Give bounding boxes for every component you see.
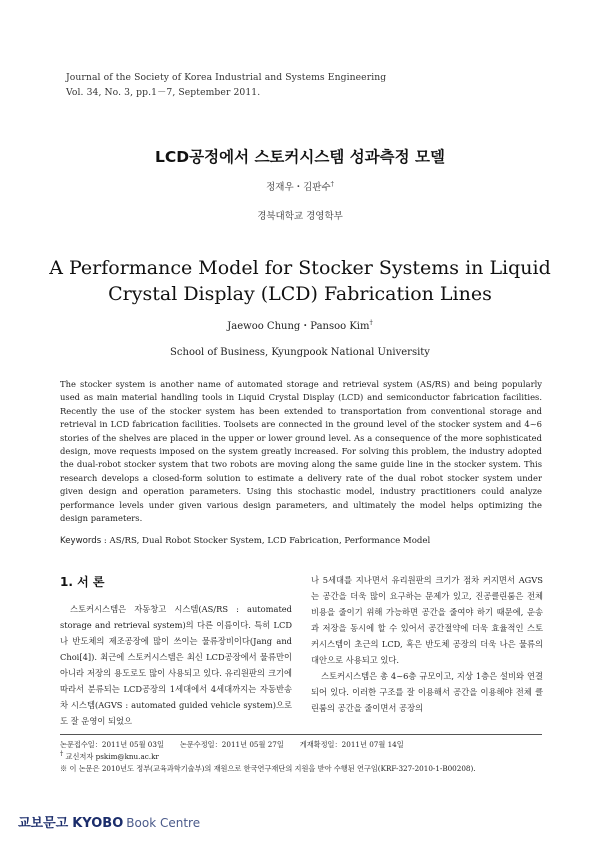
received-date: 논문접수일：2011년 05월 03일 [60,740,164,749]
body-column-right [311,572,543,716]
corresponding-email: pskim@knu.ac.kr [95,752,159,761]
body-paragraph: 나 5세대를 지나면서 유리원판의 크기가 점차 커지면서 AGVS는 공간을 더욱 많이 요구하는 문제가 있고, 진공클린룸은 전체비용을 줄이기 위해 가능하면 공간을 줄여야 하기 때문에, 운송과 저장을 동시에 할 수 있어서 공간절약에 더욱 효율적인 스토커시스템이 초근의 LCD, 혹은 반도체 공장의 더욱 나은 물류의 대안으로 사용되고 있다. [311,575,543,665]
korean-title: LCD공정에서 스토커시스템 성과측정 모델 [155,148,445,166]
english-affiliation: School of Business, Kyungpook National University [170,347,430,358]
korean-author-names: 정재우・김판수 [266,182,331,193]
corresponding-label: 교신저자 [65,752,94,761]
abstract-text: The stocker system is another name of automated storage and retrieval system (AS/RS) and being popularly used as main material handling tools in Liquid Crystal Display (LCD) and semiconductor fabrication facilities. Recently the use of the stocker system has been extended to transportation from conventional storage and retrieval in LCD fabrication facilities. Toolsets are connected in the ground level of the stocker system and 4~6 stories of the shelves are placed in the upper or lower ground level. As a consequence of the more sophisticated design, move requests imposed on the system greatly increased. For solving this problem, the industry adopted the dual-robot stocker system that two robots are moving along the same guide line in the stocker system. This research develops a closed-form solution to estimate a delivery rate of the dual robot stocker system under given design and operation parameters. Using this stochastic model, industry practitioners could analyze performance levels under given various design parameters, and ultimately the model helps optimizing the design parameters. [60,379,542,524]
keywords [60,536,542,546]
logo-english: KYOBO [72,816,124,831]
accepted-date: 게재확정일：2011년 07월 14일 [299,740,404,749]
journal-header [66,70,386,100]
section-heading-introduction: 1. 서 론 [60,575,105,589]
footnote-dates [60,739,404,750]
journal-name: Journal of the Society of Korea Industrial and Systems Engineering [66,72,387,83]
logo-subtitle: Book Centre [126,816,201,830]
kyobo-logo [18,812,200,831]
english-author-mark: † [369,318,373,327]
korean-affiliation: 경북대학교 경영학부 [257,211,343,222]
footnote-corresponding [60,751,159,762]
keywords-label: Keywords [60,536,102,546]
english-title: A Performance Model for Stocker Systems in Liquid Crystal Display (LCD) Fabrication Lines [49,257,551,305]
korean-author-mark: † [330,179,334,188]
journal-volume: Vol. 34, No. 3, pp.1－7, September 2011. [66,87,261,98]
footnote-divider [60,734,542,735]
revised-date: 논문수정일：2011년 05월 27일 [179,740,284,749]
footnote-funding: ※ 이 논문은 2010년도 정부(교육과학기술부)의 재원으로 한국연구재단의 지원을 받아 수행된 연구임(KRF-327-2010-1-B00208). [60,764,476,773]
body-paragraph: 스토커시스템은 총 4~6층 규모이고, 지상 1층은 설비와 연결되어 있다. 이러한 구조를 잘 이용해서 공간을 이용해야 전체 클린룸의 공간을 줄이면서 공장의 [311,671,543,713]
english-author-names: Jaewoo Chung・Pansoo Kim [227,321,370,332]
corresponding-mark: † [60,749,64,758]
korean-authors [0,179,600,193]
keywords-text: AS/RS, Dual Robot Stocker System, LCD Fabrication, Performance Model [109,536,431,546]
logo-korean: 교보문고 [18,816,69,831]
body-paragraph: 스토커시스템은 자동창고 시스템(AS/RS : automated storage and retrieval system)의 다른 이름이다. 특히 LCD나 반도체의 제조공장에 많이 쓰이는 물류장비이다(Jang and Choi[4]). 최근에 스토커시스템은 최신 LCD공장에서 물류만이 아니라 저장의 용도로도 많이 사용되고 있다. 유리원판의 크기에 따라서 분류되는 LCD공장의 1세대에서 4세대까지는 자동반송차 시스템(AGVS : automated guided vehicle system)으로도 잘 운영이 되었으 [60,604,292,726]
abstract [60,378,542,525]
body-column-left [60,601,292,729]
keywords-separator: : [101,536,110,546]
english-authors [0,317,600,332]
